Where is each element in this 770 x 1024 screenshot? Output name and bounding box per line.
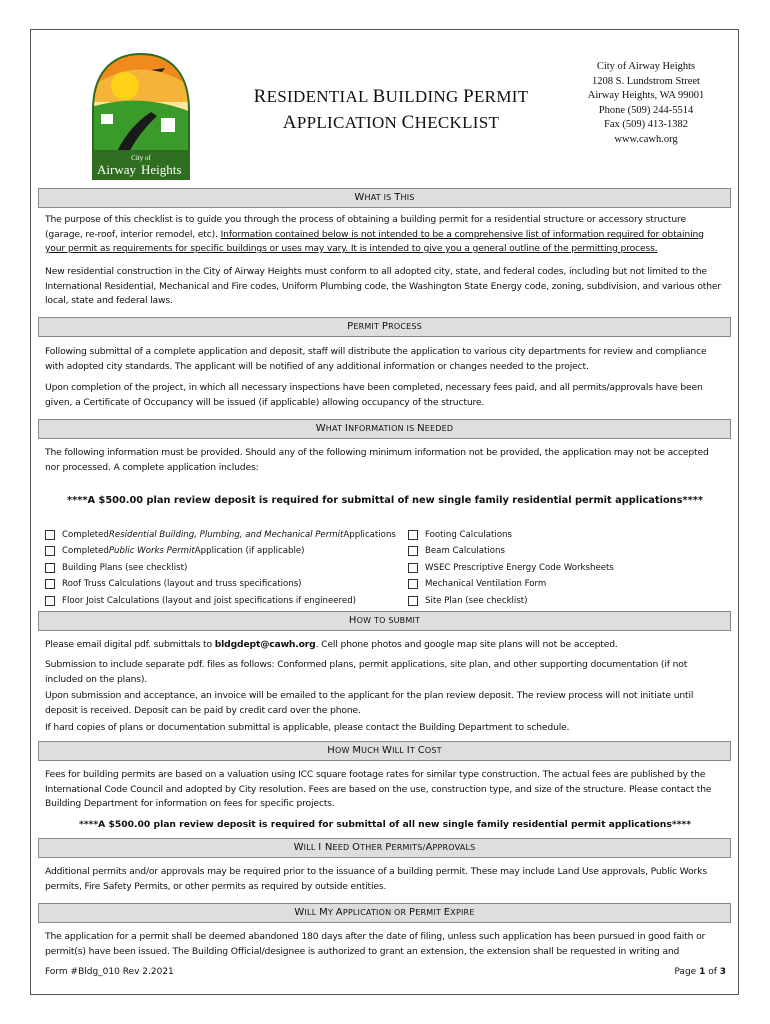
email-link[interactable]: bldgdept@cawh.org [214, 639, 316, 650]
city-address-block [566, 60, 726, 147]
section-heading-how-to-submit: HOW TO SUBMIT [38, 611, 731, 631]
how-to-submit-paragraph-2: Submission to include separate pdf. files as follows: Conformed plans, permit applications, site plan, and other supporting documentation (if not included on the plans). [45, 659, 688, 685]
checklist-item[interactable]: Site Plan (see checklist) [408, 595, 528, 607]
section-heading-other-permits: WILL I NEED OTHER PERMITS/APPROVALS [38, 838, 731, 858]
address-line: 1208 S. Lundstrom Street [592, 75, 700, 87]
phone-line: Phone (509) 244-5514 [598, 104, 694, 116]
checklist-item[interactable]: Completed Residential Building, Plumbing, and Mechanical Permit Applications [45, 529, 396, 541]
checkbox[interactable] [408, 530, 418, 540]
what-is-this-paragraph-2: New residential construction in the City of Airway Heights must conform to all adopted city, state, and federal codes, including but not limited to the International Residential, Mechanical and Fire codes, Uniform Plumbing code, the Washington State Energy code, zoning, subdivision, and various other local, state and federal laws. [45, 266, 722, 306]
checkbox[interactable] [408, 596, 418, 606]
checkbox[interactable] [45, 579, 55, 589]
document-title [231, 84, 551, 136]
deposit-requirement-note: ****A $500.00 plan review deposit is required for submittal of new single family residential permit applications**** [67, 495, 703, 506]
form-number: Form #Bldg_010 Rev 2.2021 [45, 967, 174, 977]
section-heading-expire: WILL MY APPLICATION OR PERMIT EXPIRE [38, 903, 731, 923]
checkbox[interactable] [45, 596, 55, 606]
checkbox[interactable] [408, 546, 418, 556]
svg-text:City of: City of [131, 154, 151, 162]
how-to-submit-paragraph-4: If hard copies of plans or documentation submittal is applicable, please contact the Building Department to schedule. [45, 722, 570, 733]
checkbox[interactable] [45, 546, 55, 556]
fax-line: Fax (509) 413-1382 [604, 119, 688, 130]
checkbox[interactable] [45, 530, 55, 540]
checklist-item[interactable]: Roof Truss Calculations (layout and truss specifications) [45, 578, 302, 590]
checklist-item[interactable]: Footing Calculations [408, 529, 512, 541]
checkbox[interactable] [408, 563, 418, 573]
section-heading-what-is-this: WHAT IS THIS [38, 188, 731, 208]
how-to-submit-paragraph-3: Upon submission and acceptance, an invoice will be emailed to the applicant for the plan review deposit. The review process will not initiate until deposit is received. Deposit can be paid by credit card over the phone. [45, 690, 694, 716]
svg-text:Heights: Heights [141, 162, 182, 177]
other-permits-paragraph: Additional permits and/or approvals may be required prior to the issuance of a building permit. These may include Land Use approvals, Public Works permits, Fire Safety Permits, or other permits as required by outside entities. [45, 866, 707, 892]
checkbox[interactable] [45, 563, 55, 573]
expire-paragraph: The application for a permit shall be deemed abandoned 180 days after the date of filing, unless such application has been pursued in good faith or permit(s) have been issued. The Building Official/designee is authorized to grant an extension, the extension shall be requested in writing and [45, 931, 706, 957]
title-line-1: RESIDENTIAL BUILDING PERMIT [253, 86, 529, 107]
title-line-2: APPLICATION CHECKLIST [282, 112, 500, 133]
website-link[interactable]: www.cawh.org [614, 133, 678, 145]
permit-process-paragraph-2: Upon completion of the project, in which all necessary inspections have been completed, necessary fees paid, and all permits/approvals have been given, a Certificate of Occupancy will be issued (if applicable) allowing occupancy of the structure. [45, 382, 703, 408]
document-page [30, 29, 739, 995]
svg-text:Airway: Airway [97, 162, 136, 177]
page-indicator: Page 1 of 3 [674, 967, 726, 977]
checklist-item[interactable]: Building Plans (see checklist) [45, 562, 187, 574]
what-is-this-paragraph-1: The purpose of this checklist is to guide you through the process of obtaining a building permit for a residential structure or accessory structure (garage, re-roof, interior remodel, etc). Information contained below is not intended to be a comprehensive list of information required for obtaining your permit as requirements for specific buildings or uses may vary. It is intended to give you a general outline of the permitting process. [45, 214, 704, 254]
section-heading-how-much: HOW MUCH WILL IT COST [38, 741, 731, 761]
section-heading-what-information: WHAT INFORMATION IS NEEDED [38, 419, 731, 439]
address-line: City of Airway Heights [596, 61, 696, 72]
how-to-submit-paragraph-1: Please email digital pdf. submittals to bldgdept@cawh.org. Cell phone photos and google map site plans will not be accepted. [45, 639, 618, 650]
permit-process-paragraph-1: Following submittal of a complete application and deposit, staff will distribute the application to various city departments for review and compliance with adopted city standards. The applicant will be notified of any additional information or changes needed to the project. [45, 346, 707, 372]
checklist-item[interactable]: Mechanical Ventilation Form [408, 578, 546, 590]
section-heading-permit-process: PERMIT PROCESS [38, 317, 731, 337]
what-information-paragraph: The following information must be provided. Should any of the following minimum information not be provided, the application may not be accepted nor processed. A complete application includes: [45, 447, 709, 473]
checklist-item[interactable]: Completed Public Works Permit Application (if applicable) [45, 545, 304, 557]
checklist-item[interactable]: WSEC Prescriptive Energy Code Worksheets [408, 562, 614, 574]
how-much-paragraph: Fees for building permits are based on a valuation using ICC square footage rates for similar type construction. The actual fees are published by the International Code Council and adopted by City resolution. Fees are based on the use, construction type, and size of the structure. Please contact the Building Department for information on fees for specific projects. [45, 769, 712, 809]
checklist-item[interactable]: Beam Calculations [408, 545, 505, 557]
city-logo [91, 52, 191, 180]
checkbox[interactable] [408, 579, 418, 589]
deposit-requirement-note-2: ****A $500.00 plan review deposit is required for submittal of all new single family residential permit applications**** [78, 819, 692, 830]
address-line: Airway Heights, WA 99001 [587, 90, 705, 101]
checklist-item[interactable]: Floor Joist Calculations (layout and joist specifications if engineered) [45, 595, 356, 607]
